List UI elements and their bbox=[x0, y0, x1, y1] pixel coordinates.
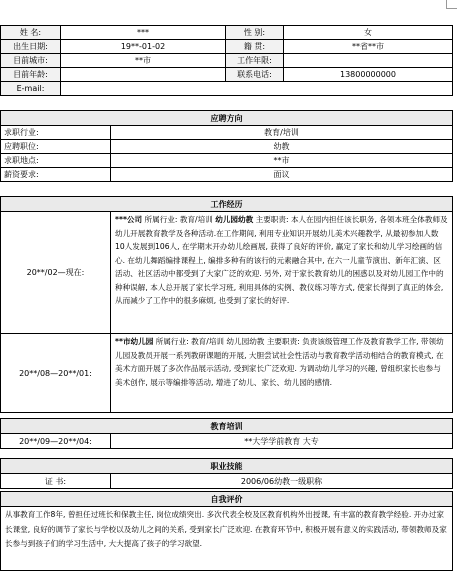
cert-title: 职业技能 bbox=[1, 459, 453, 474]
experience-company: ***公司 bbox=[115, 215, 143, 224]
cert-value: 2006/06幼教一级职称 bbox=[111, 474, 453, 489]
birth-label: 出生日期: bbox=[1, 40, 61, 54]
training-period: 20**/09—20**/04: bbox=[1, 434, 111, 449]
experience-company: **市幼儿园 bbox=[115, 337, 154, 346]
email-value bbox=[61, 82, 453, 96]
email-label: E-mail: bbox=[1, 82, 61, 96]
intent-label: 薪资要求: bbox=[1, 168, 111, 182]
intent-label: 应聘职位: bbox=[1, 140, 111, 154]
gender-value: 女 bbox=[284, 26, 453, 40]
birth-value: 19**-01-02 bbox=[61, 40, 226, 54]
intent-label: 求职行业: bbox=[1, 126, 111, 140]
name-value: *** bbox=[61, 26, 226, 40]
origin-label: 籍 贯: bbox=[226, 40, 284, 54]
experience-duty-label: 主要职责: bbox=[266, 337, 303, 346]
intent-title: 应聘方向 bbox=[1, 111, 453, 126]
experience-description bbox=[111, 212, 453, 334]
intent-label: 求职地点: bbox=[1, 154, 111, 168]
intent-value: **市 bbox=[111, 154, 453, 168]
experience-text: 本人在园内担任该长职务, 各领本班全体教师及幼儿开展教育教学及各种活动.在工作期间, 利用专业知识开展幼儿美术兴趣教学, 从最初参加人数10人发展到106人, 在学期末开办幼儿绘画展, 获得了良好的评价, 赢定了家长和幼儿学习绘画的信心. 在幼儿舞蹈编排课程上, 编排多种有的该行的元素融合其中, 在六一儿童节演出、新年汇演、区活动、社区活动中都受到了大家广泛的欢迎. 另外, 对于家长教育幼儿的困惑以及对幼儿园工作中的种种误解, 本人总开展了家长学习班, 利用具体的实例、教仪练习等方式, 使家长得到了真正的体会, 从而减少了工作中的很多麻烦, 也受到了家长的好评. bbox=[115, 215, 448, 305]
experience-meta: 所属行业: 教育/培训 bbox=[142, 215, 216, 224]
cert-label: 证 书: bbox=[1, 474, 111, 489]
origin-value: **省**市 bbox=[284, 40, 453, 54]
training-title: 教育培训 bbox=[1, 419, 453, 434]
corner-mark bbox=[446, 0, 457, 9]
city-label: 目前城市: bbox=[1, 54, 61, 68]
years-value bbox=[284, 54, 453, 68]
gender-label: 性 别: bbox=[226, 26, 284, 40]
experience-text: 负责该级管理工作及教育教学工作, 带领幼儿园及教员开展一系列教研课题的开展, 大胆尝试社会性活动与教育教学活动相结合的教育模式, 在美术方面开展了多次作品展示活动, 受到家长广泛欢迎. 为调动幼儿学习的兴趣, 曾组织家长也参与美术创作, 展示等编排等活动, 增进了幼儿、家长、幼儿园的感情. bbox=[115, 337, 444, 387]
experience-duty-label: 主要职责: bbox=[253, 215, 291, 224]
experience-table bbox=[0, 196, 453, 413]
intent-table bbox=[0, 110, 453, 182]
basic-info-table bbox=[0, 25, 453, 96]
years-label: 工作年限: bbox=[226, 54, 284, 68]
phone-value: 13800000000 bbox=[284, 68, 453, 82]
cert-table bbox=[0, 458, 453, 489]
city-value: **市 bbox=[61, 54, 226, 68]
intent-value: 教育/培训 bbox=[111, 126, 453, 140]
experience-dept: 幼儿园幼教 bbox=[215, 215, 254, 224]
name-label: 姓 名: bbox=[1, 26, 61, 40]
experience-meta: 所属行业: 教育/培训 幼儿园幼教 bbox=[153, 337, 267, 346]
experience-period: 20**/08—20**/01: bbox=[1, 334, 111, 413]
age-value bbox=[61, 68, 226, 82]
intent-value: 面议 bbox=[111, 168, 453, 182]
age-label: 目前年龄: bbox=[1, 68, 61, 82]
experience-period: 20**/02—现在: bbox=[1, 212, 111, 334]
self-title: 自我评价 bbox=[1, 492, 453, 507]
experience-description bbox=[111, 334, 453, 413]
training-table bbox=[0, 418, 453, 449]
training-value: **大学学前教育 大专 bbox=[111, 434, 453, 449]
phone-label: 联系电话: bbox=[226, 68, 284, 82]
self-table bbox=[0, 491, 453, 571]
experience-title: 工作经历 bbox=[1, 197, 453, 212]
self-text: 从事教育工作8年, 曾担任过班长和保教主任, 岗位成绩突出. 多次代表全校及区教育机构外出授课, 有丰富的教育教学经验. 开办过家长课堂, 良好的调节了家长与学校以及幼儿之间的关系, 受到家长广泛欢迎. 在教育环节中, 积极开展有意义的实践活动, 带领教师及家长参与到孩子们的学习生活中, 大大提高了孩子的学习欲望. bbox=[1, 507, 453, 571]
intent-value: 幼教 bbox=[111, 140, 453, 154]
